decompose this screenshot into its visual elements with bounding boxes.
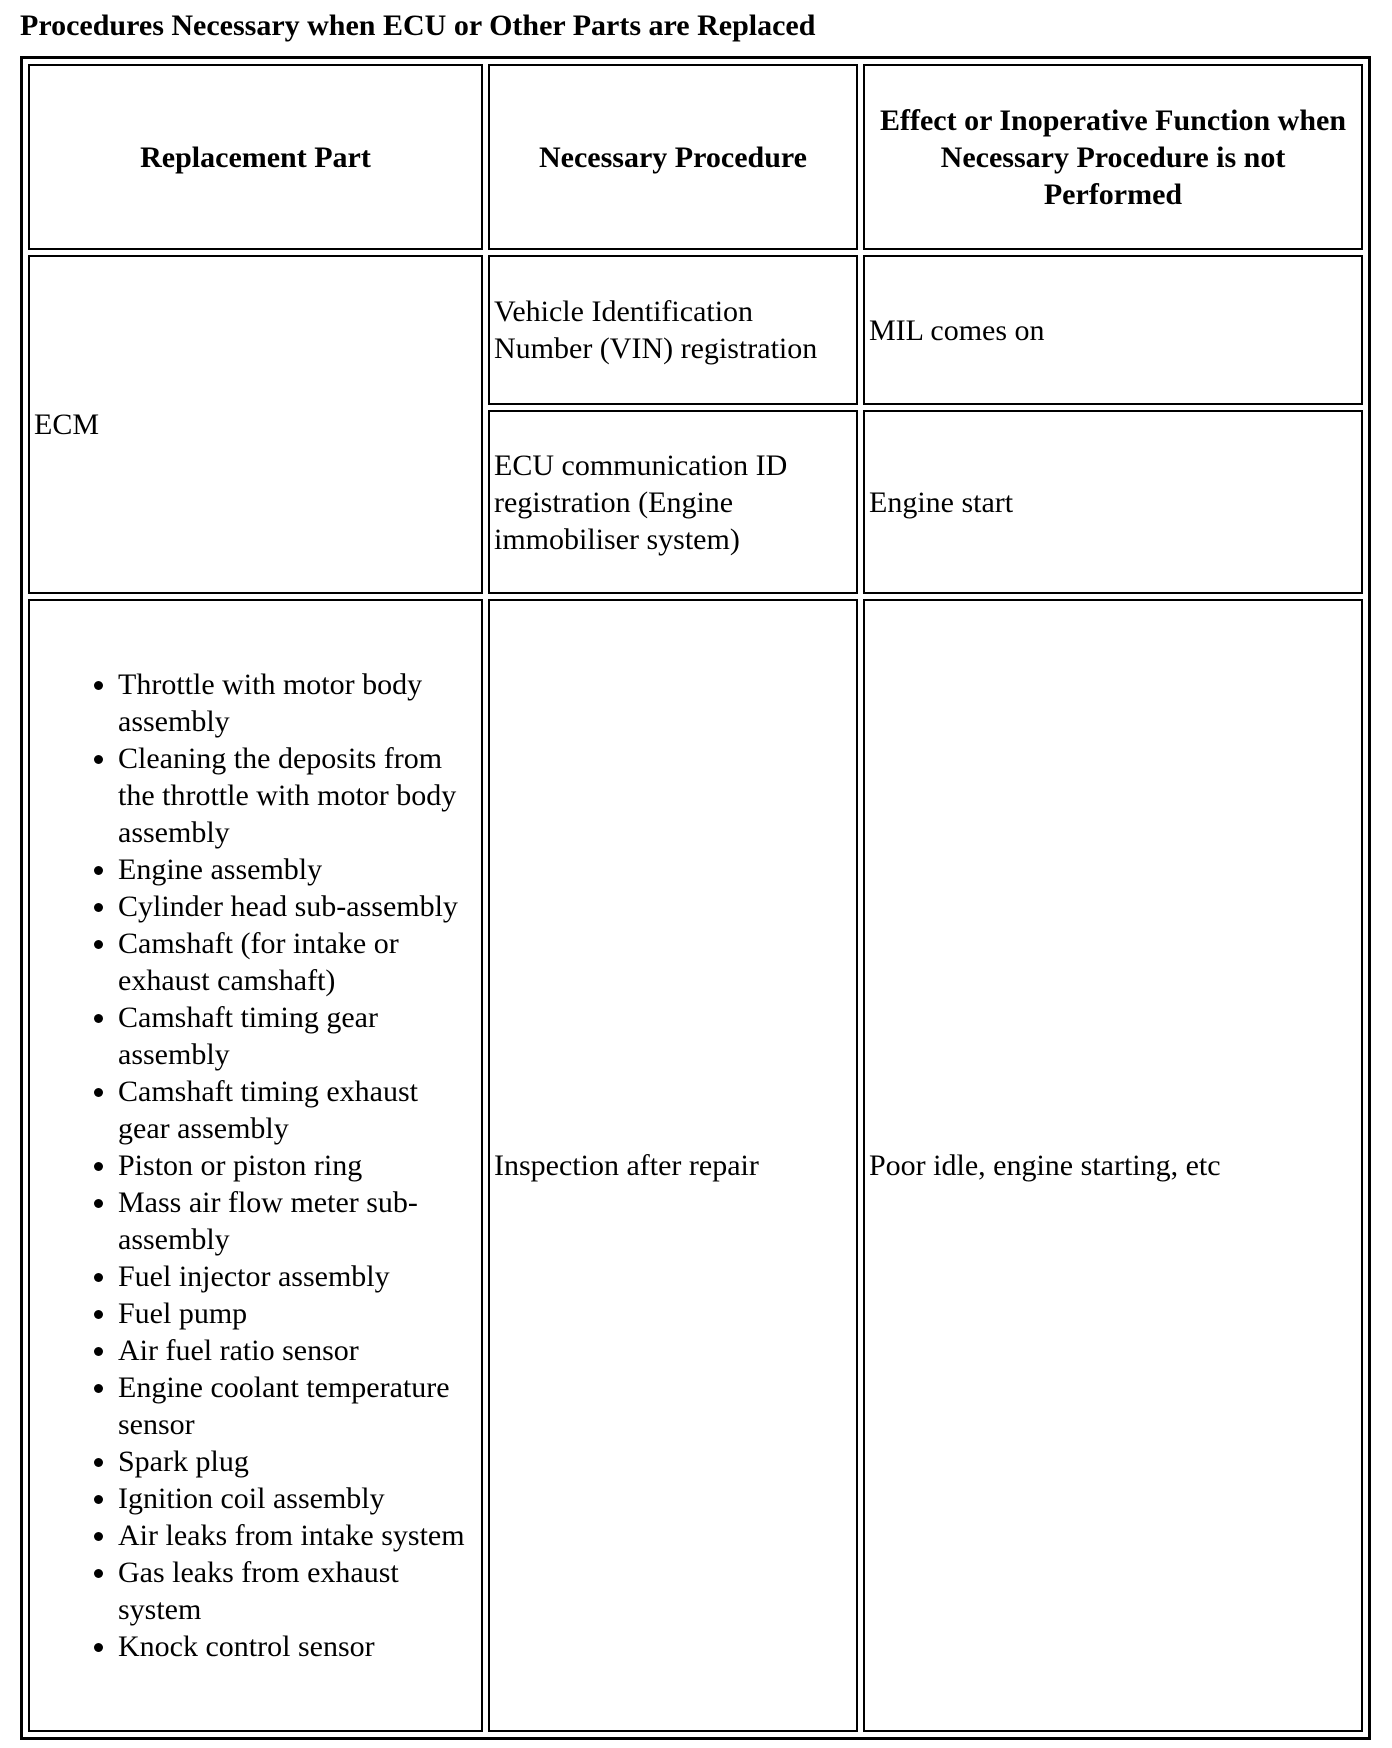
list-item: • Air leaks from intake system (118, 1517, 477, 1554)
list-item: • Fuel pump (118, 1295, 477, 1332)
header-effect: Effect or Inoperative Function when Necessary Procedure is not Performed (863, 64, 1363, 250)
table-row (28, 599, 1363, 1732)
list-item: • Camshaft (for intake or exhaust camshaft) (118, 925, 477, 999)
list-item: • Camshaft timing gear assembly (118, 999, 477, 1073)
list-item: • Engine coolant temperature sensor (118, 1369, 477, 1443)
cell-inspection-procedure: Inspection after repair (488, 599, 858, 1732)
header-replacement-part: Replacement Part (28, 64, 483, 250)
cell-ecu-id-effect: Engine start (863, 410, 1363, 594)
list-item: • Spark plug (118, 1443, 477, 1480)
page-title: Procedures Necessary when ECU or Other Parts are Replaced (20, 9, 816, 42)
list-item: • Knock control sensor (118, 1628, 477, 1665)
list-item: • Fuel injector assembly (118, 1258, 477, 1295)
cell-inspection-effect: Poor idle, engine starting, etc (863, 599, 1363, 1732)
list-item: • Air fuel ratio sensor (118, 1332, 477, 1369)
list-item: • Camshaft timing exhaust gear assembly (118, 1073, 477, 1147)
cell-vin-procedure: Vehicle Identification Number (VIN) registration (488, 255, 858, 405)
cell-parts-list (28, 599, 483, 1732)
list-item: • Engine assembly (118, 851, 477, 888)
list-item: • Throttle with motor body assembly (118, 666, 477, 740)
list-item: • Gas leaks from exhaust system (118, 1554, 477, 1628)
header-necessary-procedure: Necessary Procedure (488, 64, 858, 250)
list-item: • Ignition coil assembly (118, 1480, 477, 1517)
cell-ecu-id-procedure: ECU communication ID registration (Engine immobiliser system) (488, 410, 858, 594)
cell-ecm-part: ECM (28, 255, 483, 594)
list-item: • Cleaning the deposits from the throttle with motor body assembly (118, 740, 477, 851)
list-item: • Cylinder head sub-assembly (118, 888, 477, 925)
table-row (28, 255, 1363, 405)
list-item: • Mass air flow meter sub-assembly (118, 1184, 477, 1258)
cell-vin-effect: MIL comes on (863, 255, 1363, 405)
parts-list (34, 666, 477, 1665)
procedures-table (20, 56, 1371, 1740)
table-header-row (28, 64, 1363, 250)
list-item: • Piston or piston ring (118, 1147, 477, 1184)
